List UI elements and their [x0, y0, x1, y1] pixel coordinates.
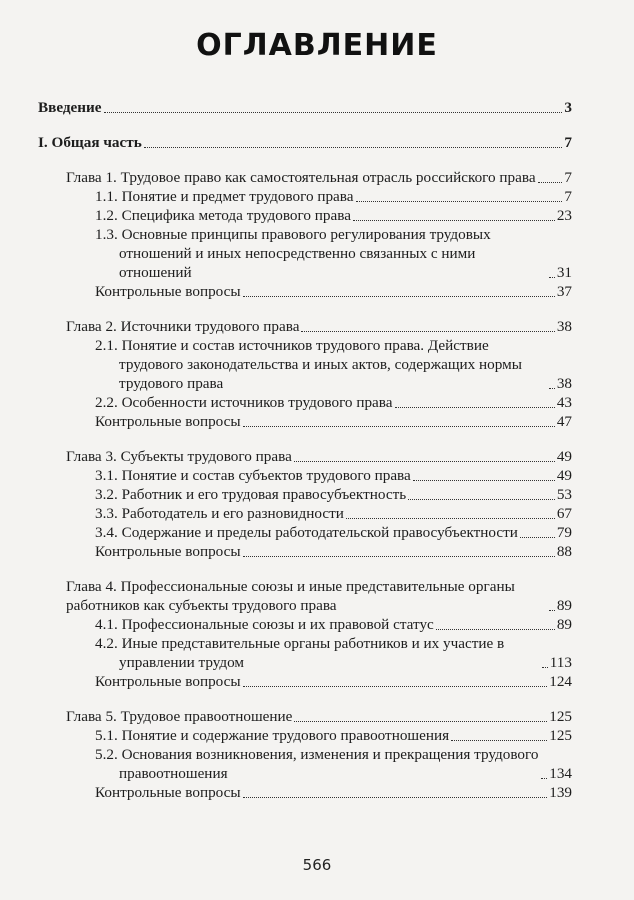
toc-leader-dots: [542, 667, 548, 668]
toc-entry: [95, 466, 572, 485]
toc-entry-title: 3.1. Понятие и состав субъектов трудового права: [95, 467, 411, 484]
table-of-contents: [38, 98, 572, 802]
toc-leader-dots: [294, 721, 547, 722]
toc-leader-dots: [104, 112, 563, 113]
toc-leader-dots: [243, 686, 548, 687]
toc-spacer: [38, 691, 572, 707]
toc-entry-title: Глава 4. Профессиональные союзы и иные представительные органы работников как субъекты трудового права: [66, 578, 515, 614]
toc-entry-page: 134: [549, 765, 572, 782]
toc-entry: [95, 634, 572, 672]
toc-entry: [66, 707, 572, 726]
toc-entry-page: 67: [556, 505, 572, 522]
toc-entry-title: Глава 1. Трудовое право как самостоятельная отрасль российского права: [66, 169, 536, 186]
toc-entry-page: 7: [564, 188, 572, 205]
toc-entry-title: 3.4. Содержание и пределы работодательской правосубъектности: [95, 524, 518, 541]
toc-entry-title: Глава 5. Трудовое правоотношение: [66, 708, 293, 725]
toc-entry-title: Глава 3. Субъекты трудового права: [66, 448, 292, 465]
toc-entry-title: Контрольные вопросы: [95, 543, 241, 560]
toc-entry-title: 1.3. Основные принципы правового регулирования трудовых отношений и иных непосредственно связанных с ними отношений: [95, 226, 491, 281]
toc-entry-page: 79: [556, 524, 572, 541]
toc-entry-title: Контрольные вопросы: [95, 283, 241, 300]
toc-leader-dots: [541, 778, 547, 779]
toc-entry: [66, 317, 572, 336]
toc-entry-page: 125: [549, 727, 572, 744]
toc-leader-dots: [353, 220, 555, 221]
toc-entry: [66, 577, 572, 615]
toc-entry-page: 47: [556, 413, 572, 430]
toc-leader-dots: [395, 407, 555, 408]
toc-entry: [95, 336, 572, 393]
toc-entry: [95, 542, 572, 561]
toc-leader-dots: [346, 518, 555, 519]
toc-entry-page: 113: [549, 654, 572, 671]
toc-entry-page: 89: [556, 597, 572, 614]
toc-spacer: [38, 152, 572, 168]
toc-entry-page: 53: [556, 486, 572, 503]
toc-spacer: [38, 117, 572, 133]
toc-entry-page: 43: [556, 394, 572, 411]
toc-leader-dots: [520, 537, 555, 538]
toc-spacer: [38, 431, 572, 447]
toc-leader-dots: [549, 610, 555, 611]
toc-entry: [95, 393, 572, 412]
toc-leader-dots: [549, 277, 555, 278]
toc-entry-title: 4.2. Иные представительные органы работников и их участие в управлении трудом: [95, 635, 505, 671]
toc-entry-page: 38: [556, 375, 572, 392]
toc-leader-dots: [538, 182, 563, 183]
toc-entry: [95, 225, 572, 282]
toc-entry-page: 7: [564, 169, 572, 186]
toc-entry: [95, 672, 572, 691]
toc-entry-page: 23: [556, 207, 572, 224]
toc-entry-page: 125: [549, 708, 572, 725]
toc-leader-dots: [243, 797, 548, 798]
toc-leader-dots: [243, 296, 555, 297]
toc-entry-title: Глава 2. Источники трудового права: [66, 318, 300, 335]
toc-entry: [38, 133, 572, 152]
toc-entry-title: 5.1. Понятие и содержание трудового правоотношения: [95, 727, 450, 744]
toc-entry: [95, 745, 572, 783]
toc-entry-title: 5.2. Основания возникновения, изменения и прекращения трудового правоотношения: [95, 746, 539, 782]
toc-leader-dots: [294, 461, 555, 462]
toc-entry-title: Контрольные вопросы: [95, 784, 241, 801]
toc-spacer: [38, 561, 572, 577]
toc-entry: [95, 783, 572, 802]
toc-entry-page: 88: [556, 543, 572, 560]
toc-entry-title: Контрольные вопросы: [95, 673, 241, 690]
toc-entry-page: 31: [556, 264, 572, 281]
toc-entry: [95, 485, 572, 504]
toc-entry: [95, 504, 572, 523]
toc-leader-dots: [301, 331, 554, 332]
toc-entry-title: 1.1. Понятие и предмет трудового права: [95, 188, 354, 205]
toc-entry-title: Контрольные вопросы: [95, 413, 241, 430]
page-number: 566: [302, 856, 332, 874]
toc-leader-dots: [144, 147, 563, 148]
toc-leader-dots: [243, 556, 555, 557]
toc-leader-dots: [451, 740, 547, 741]
page-title: ОГЛАВЛЕНИЕ: [196, 28, 438, 63]
toc-entry-page: 3: [564, 99, 572, 116]
toc-entry-page: 89: [556, 616, 572, 633]
toc-entry: [95, 615, 572, 634]
toc-entry: [95, 412, 572, 431]
toc-entry-page: 124: [549, 673, 572, 690]
toc-entry-page: 49: [556, 467, 572, 484]
toc-leader-dots: [436, 629, 555, 630]
toc-entry: [38, 98, 572, 117]
toc-entry-title: 2.2. Особенности источников трудового права: [95, 394, 393, 411]
toc-entry: [66, 447, 572, 466]
toc-entry-page: 38: [556, 318, 572, 335]
toc-leader-dots: [243, 426, 555, 427]
toc-leader-dots: [408, 499, 555, 500]
toc-entry: [95, 206, 572, 225]
toc-entry-title: 3.2. Работник и его трудовая правосубъектность: [95, 486, 407, 503]
toc-entry-title: 1.2. Специфика метода трудового права: [95, 207, 351, 224]
toc-entry: [95, 726, 572, 745]
toc-entry-title: 3.3. Работодатель и его разновидности: [95, 505, 344, 522]
toc-entry-page: 139: [549, 784, 572, 801]
toc-leader-dots: [549, 388, 555, 389]
toc-entry: [95, 523, 572, 542]
toc-entry-title: 4.1. Профессиональные союзы и их правовой статус: [95, 616, 434, 633]
toc-entry-page: 49: [556, 448, 572, 465]
toc-entry: [95, 187, 572, 206]
toc-spacer: [38, 301, 572, 317]
toc-entry-title: I. Общая часть: [38, 134, 142, 151]
toc-entry-page: 37: [556, 283, 572, 300]
toc-entry-title: 2.1. Понятие и состав источников трудового права. Действие трудового законодательства и иных актов, содержащих нормы трудового права: [95, 337, 522, 392]
toc-leader-dots: [413, 480, 555, 481]
toc-leader-dots: [356, 201, 563, 202]
toc-entry-title: Введение: [38, 99, 102, 116]
toc-entry: [66, 168, 572, 187]
toc-entry-page: 7: [564, 134, 572, 151]
toc-entry: [95, 282, 572, 301]
